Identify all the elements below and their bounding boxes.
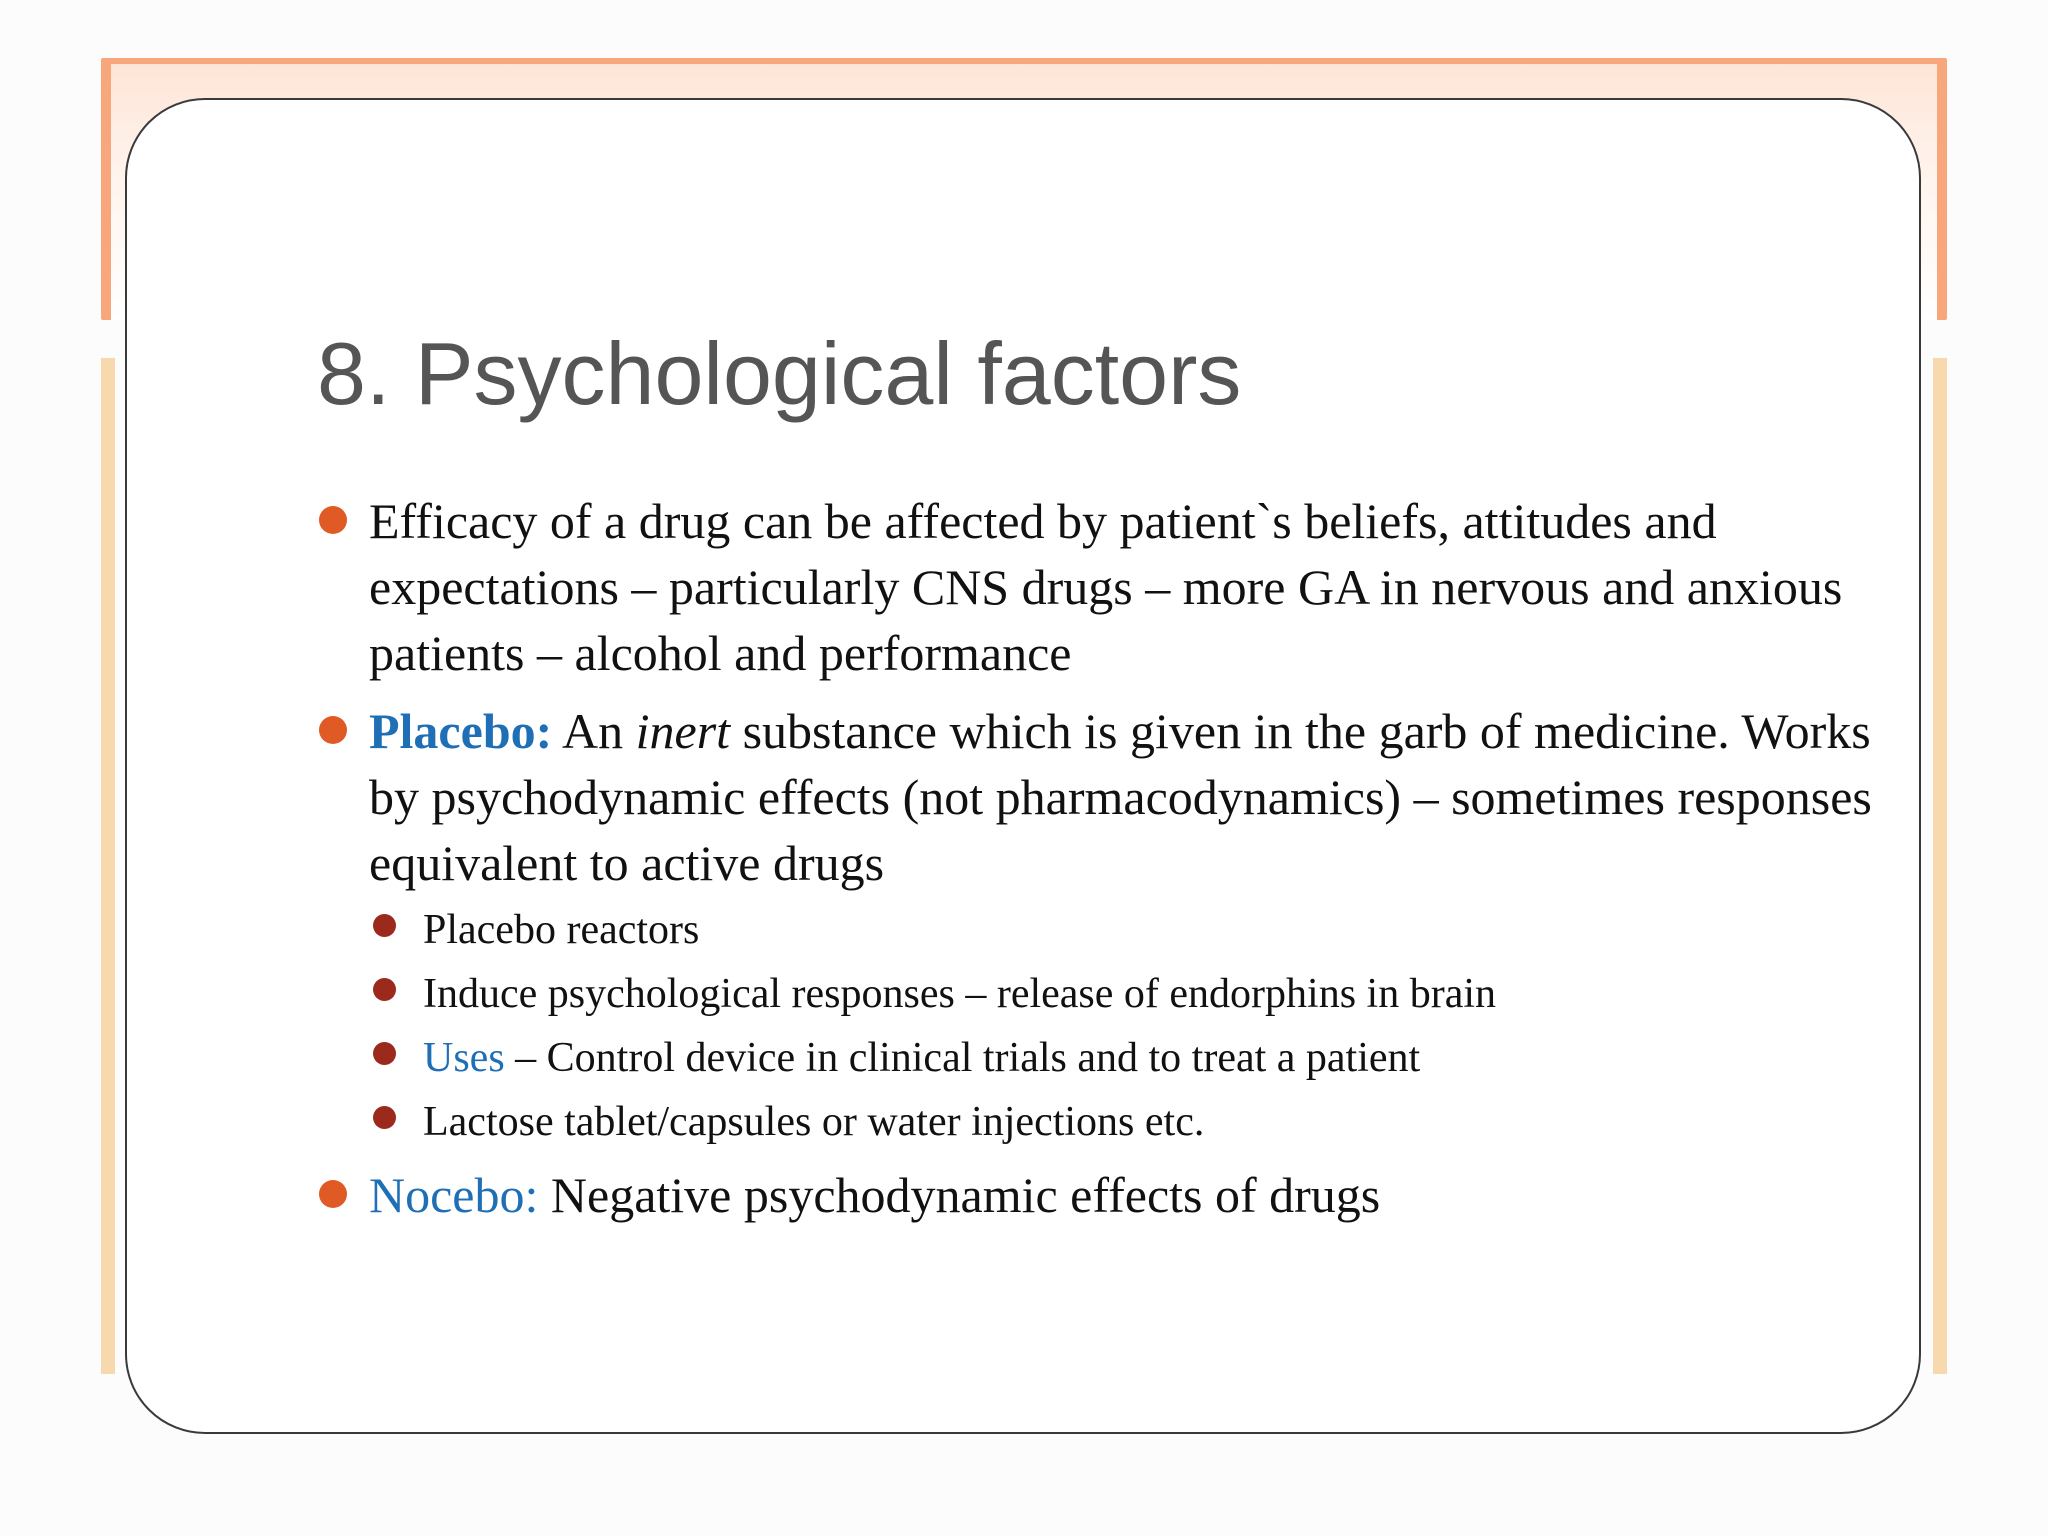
nocebo-text: Negative psychodynamic effects of drugs [538,1167,1381,1223]
sub-bullet-induce [315,968,1925,1020]
slide-content [315,370,1925,1228]
sub-bullet-lactose-text: Lactose tablet/capsules or water injections etc. [423,1099,1205,1145]
placebo-text-before: An [552,703,636,759]
bullet-efficacy [315,488,1925,686]
placebo-text-after: substance which is given in the garb of medicine. Works by psychodynamic effects (not pharmacodynamics) – sometimes responses equivalent to active drugs [369,703,1872,891]
bullet-icon [319,506,347,534]
bullet-icon [319,716,347,744]
sub-bullet-icon [373,914,396,937]
placebo-label: Placebo: [369,703,553,759]
uses-text: – Control device in clinical trials and to treat a patient [504,1035,1421,1081]
sub-bullet-reactors-text: Placebo reactors [423,907,700,953]
uses-label: Uses [423,1035,505,1081]
bullet-icon [319,1180,347,1208]
bullet-nocebo [315,1162,1925,1228]
decorative-right-bar [1933,358,1947,1374]
sub-bullet-uses [315,1032,1925,1084]
sub-bullet-icon [373,978,396,1001]
sub-bullet-icon [373,1042,396,1065]
decorative-left-bar [101,358,115,1374]
bullet-efficacy-text: Efficacy of a drug can be affected by patient`s beliefs, attitudes and expectations – particularly CNS drugs – more GA in nervous and anxious patients – alcohol and performance [369,493,1843,681]
sub-bullet-icon [373,1106,396,1129]
sub-bullet-lactose [315,1096,1925,1148]
nocebo-label: Nocebo: [369,1167,539,1223]
sub-bullet-induce-text: Induce psychological responses – release of endorphins in brain [423,971,1497,1017]
slide-card [125,98,1921,1434]
placebo-italic: inert [635,703,731,759]
sub-bullet-reactors [315,904,1925,956]
bullet-placebo [315,698,1925,896]
slide-title: 8. Psychological factors [317,324,1242,423]
